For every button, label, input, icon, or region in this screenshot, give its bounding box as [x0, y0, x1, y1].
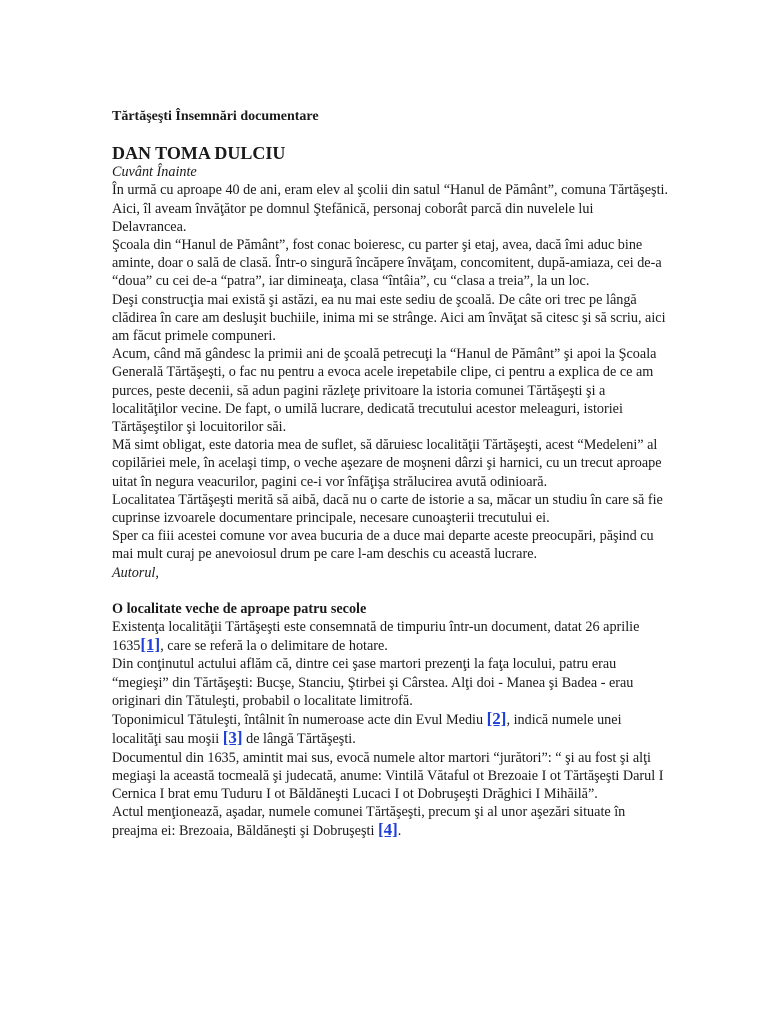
paragraph-text: .	[397, 823, 402, 840]
paragraph-text: Actul menţionează, aşadar, numele comunei Tărtăşeşti, precum şi al unor aşezări situate în preajma ei: Brezoaia, Băldăneşti şi Dobruşeşti	[112, 804, 626, 840]
paragraph-text: , care se referă la o delimitare de hotare.	[160, 638, 388, 655]
foreword-paragraph: Localitatea Tărtăşeşti merită să aibă, dacă nu o carte de istorie a sa, măcar un studiu în care să fie cuprinse izvoarele documentare principale, necesare cunoaşterii trecutului ei.	[112, 491, 663, 527]
section-paragraph	[112, 803, 668, 840]
author-name: DAN TOMA DULCIU	[112, 143, 286, 164]
paragraph-text: , indică numele unei localităţi sau moşii	[112, 712, 622, 748]
section-paragraph: Din conţinutul actului aflăm că, dintre cei şase martori prezenţi la faţa locului, patru erau “megieşi” din Tărtăşeşti: Bucşe, Stanciu, Ştirbei şi Cârstea. Alţi doi - Manea şi Badea - erau originari din Tătuleşti, probabil o localitate limitrofă.	[112, 656, 634, 709]
foreword-paragraph: Mă simt obligat, este datoria mea de suflet, să dăruiesc localităţii Tărtăşeşti, acest “Medeleni” al copilăriei mele, în acelaşi timp, o veche aşezare de moşneni dârzi şi harnici, cu un trecut aproape uitat în negura veacurilor, pagini ce-i vor înfăţişa strălucirea avută odinioară.	[112, 437, 662, 490]
paragraph-text: Toponimicul Tătuleşti, întâlnit în numeroase acte din Evul Mediu	[112, 712, 487, 729]
foreword-paragraph: Şcoala din “Hanul de Pământ”, fost conac boieresc, cu parter şi etaj, avea, dacă îmi aduc bine aminte, doar o sală de clasă. Într-o singură încăpere învăţam, concomitent, după-amiaza, cei de-a “doua” cu cei de-a “patra”, iar dimineaţa, clasa “întâia”, cu “clasa a treia”, la un loc.	[112, 237, 662, 290]
foreword-heading: Cuvânt Înainte	[112, 164, 197, 181]
footnote-link-4[interactable]: [4]	[377, 820, 398, 840]
footnote-link-3[interactable]: [3]	[222, 728, 243, 748]
section-title: O localitate veche de aproape patru secole	[112, 600, 367, 617]
foreword-paragraph: Sper ca fiii acestei comune vor avea bucuria de a duce mai departe aceste preocupări, păşind cu mai mult curaj pe anevoiosul drum pe care l-am deschis cu această lucrare.	[112, 528, 654, 563]
section-paragraph	[112, 618, 668, 655]
signature: Autorul,	[112, 564, 159, 581]
foreword-paragraph: Acum, când mă gândesc la primii ani de şcoală petrecuţi la “Hanul de Pământ” şi apoi la Şcoala Generală Tărtăşeşti, o fac nu pentru a evoca acele irepetabile clipe, ci pentru a explica de ce am purces, peste decenii, să adun pagini răzleţe privitoare la istoria comunei Tărtăşeşti şi a localităţilor vecine. De fapt, o umilă lucrare, dedicată trecutului acestor meleaguri, istoriei Tărtăşeştilor şi locuitorilor săi.	[112, 346, 657, 436]
section-paragraph	[112, 710, 668, 748]
footnote-link-1[interactable]: [1]	[140, 635, 161, 655]
document-page	[112, 108, 668, 841]
section-paragraph: Documentul din 1635, amintit mai sus, evocă numele altor martori “jurători”: “ şi au fost şi alţi megiaşi la această tocmeală şi judecată, anume: Vintilă Vătaful ot Brezoaie I ot Tărtăşeşti Darul I Cernica I brat emu Tuduru I ot Băldăneşti Lucaci I ot Dobruşeşti Drăghici I Mihăilă”.	[112, 749, 664, 802]
document-title: Tărtăşeşti Însemnări documentare	[112, 109, 319, 124]
foreword-paragraph: Deşi construcţia mai există şi astăzi, ea nu mai este sediu de şcoală. De câte ori trec pe lângă clădirea în care am desluşit buchiile, inima mi se strânge. Aici am învăţat să citesc şi să scriu, aici am făcut primele compuneri.	[112, 291, 666, 345]
paragraph-text: Existenţa localităţii Tărtăşeşti este consemnată de timpuriu într-un document, datat 26 aprilie 1635	[112, 619, 640, 655]
foreword-paragraph: În urmă cu aproape 40 de ani, eram elev al şcolii din satul “Hanul de Pământ”, comuna Tărtăşeşti. Aici, îl aveam învăţător pe domnul Ştefănică, personaj coborât parcă din nuvelele lui Delavrancea.	[112, 182, 669, 235]
paragraph-text: de lângă Tărtăşeşti.	[242, 731, 356, 748]
footnote-link-2[interactable]: [2]	[486, 709, 507, 729]
